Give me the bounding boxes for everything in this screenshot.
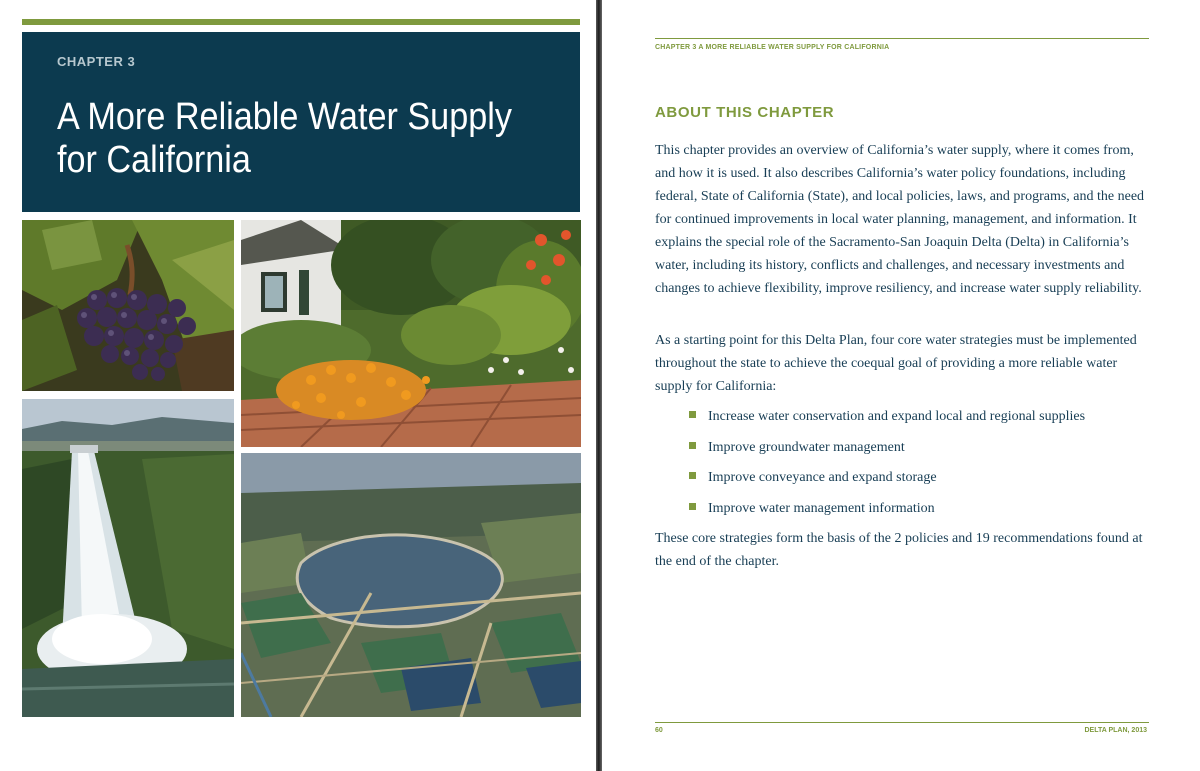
publication-footer: DELTA PLAN, 2013 (1084, 727, 1147, 734)
right-page (602, 0, 1200, 771)
chapter-title: A More Reliable Water Supply for California (57, 96, 512, 181)
top-accent-rule (22, 19, 580, 25)
list-item (689, 405, 1085, 436)
bullet-square-icon (689, 503, 696, 510)
home-garden-photo (241, 220, 581, 447)
closing-paragraph: These core strategies form the basis of the 2 policies and 19 recommendations found at the end of the chapter. (655, 531, 1143, 569)
vineyard-grapes-photo (22, 220, 234, 391)
list-item (689, 466, 1085, 497)
strategies-intro-paragraph: As a starting point for this Delta Plan, four core water strategies must be implemented throughout the state to achieve the coequal goal of providing a more reliable water supply for California: (655, 333, 1137, 394)
strategy-list (689, 405, 1085, 527)
delta-aerial-photo (241, 453, 581, 717)
intro-paragraph: This chapter provides an overview of California’s water supply, where it comes from, and how it is used. It also describes California’s water policy foundations, including federal, State of California (State), and local policies, laws, and programs, and the need for continued improvements in local water planning, management, and information. It explains the special role of the Sacramento-San Joaquin Delta (Delta) in California’s water, including its history, conflicts and challenges, and necessary investments and changes to achieve flexibility, improve resiliency, and increase water supply reliability. (655, 143, 1145, 296)
list-item-text: Increase water conservation and expand local and regional supplies (708, 409, 1086, 424)
bullet-square-icon (689, 411, 696, 418)
dam-spillway-photo (22, 399, 234, 717)
page-number: 60 (655, 727, 663, 734)
list-item-text: Improve water management information (708, 500, 935, 516)
bullet-square-icon (689, 472, 696, 479)
chapter-title-block (22, 32, 580, 212)
footer-rule (655, 722, 1149, 723)
running-head: CHAPTER 3 A MORE RELIABLE WATER SUPPLY FOR CALIFORNIA (655, 44, 890, 51)
chapter-label: CHAPTER 3 (57, 54, 136, 69)
bullet-square-icon (689, 442, 696, 449)
section-heading: ABOUT THIS CHAPTER (655, 104, 835, 121)
list-item (689, 497, 1085, 528)
list-item-text: Improve conveyance and expand storage (708, 470, 937, 486)
running-head-rule (655, 38, 1149, 39)
list-item-text: Improve groundwater management (708, 439, 905, 455)
list-item (689, 436, 1085, 467)
left-page (0, 0, 596, 771)
